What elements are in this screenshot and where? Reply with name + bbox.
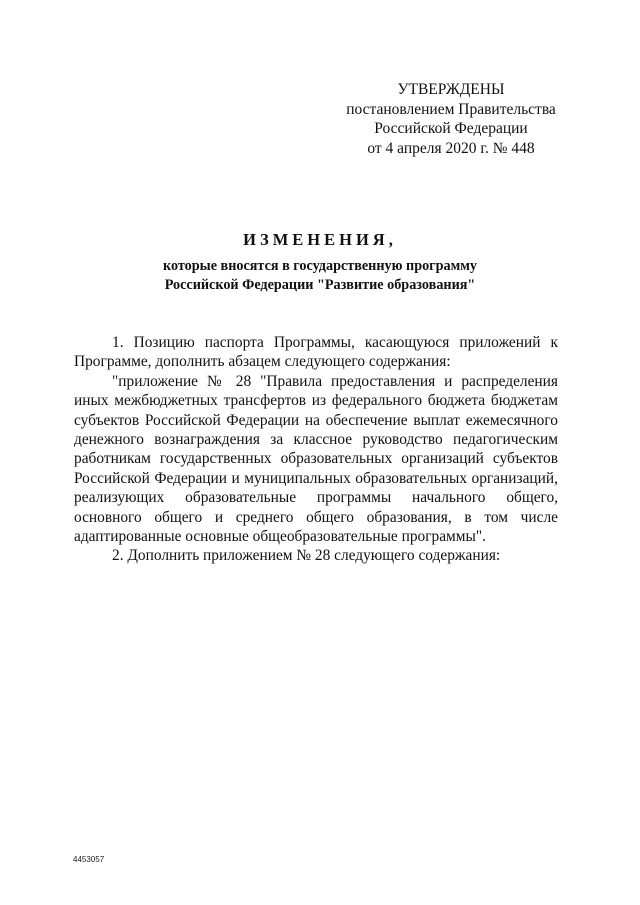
approval-word: УТВЕРЖДЕНЫ <box>397 81 505 98</box>
approval-line-resolution: постановлением Правительства <box>346 100 556 118</box>
document-body <box>74 333 558 566</box>
subtitle-line-2: Российской Федерации "Развитие образования" <box>164 277 476 293</box>
approval-stamp <box>336 80 566 158</box>
paragraph-2: "приложение № 28 "Правила предоставления и распределения иных межбюджетных трансфертов из федерального бюджета бюджетам субъектов Российской Федерации на обеспечение выплат ежемесячного денежного вознаграждения за классное руководство педагогическим работникам государственных образовательных организаций субъектов Российской Федерации и муниципальных образовательных организаций, реализующих образовательные программы начального общего, основного общего и среднего общего образования, в том числе адаптированные основные общеобразовательные программы". <box>74 372 558 546</box>
approval-line-date-number: от 4 апреля 2020 г. № 448 <box>367 139 535 157</box>
document-title: ИЗМЕНЕНИЯ, <box>243 230 397 249</box>
paragraph-3: 2. Дополнить приложением № 28 следующего содержания: <box>112 547 501 565</box>
approval-line-federation: Российской Федерации <box>374 120 528 137</box>
document-subtitle <box>0 257 640 295</box>
footer-document-code: 4453057 <box>73 855 105 864</box>
paragraph-1: 1. Позицию паспорта Программы, касающуюся приложений к Программе, дополнить абзацем следующего содержания: <box>74 334 558 371</box>
subtitle-line-1: которые вносятся в государственную программу <box>162 258 478 274</box>
